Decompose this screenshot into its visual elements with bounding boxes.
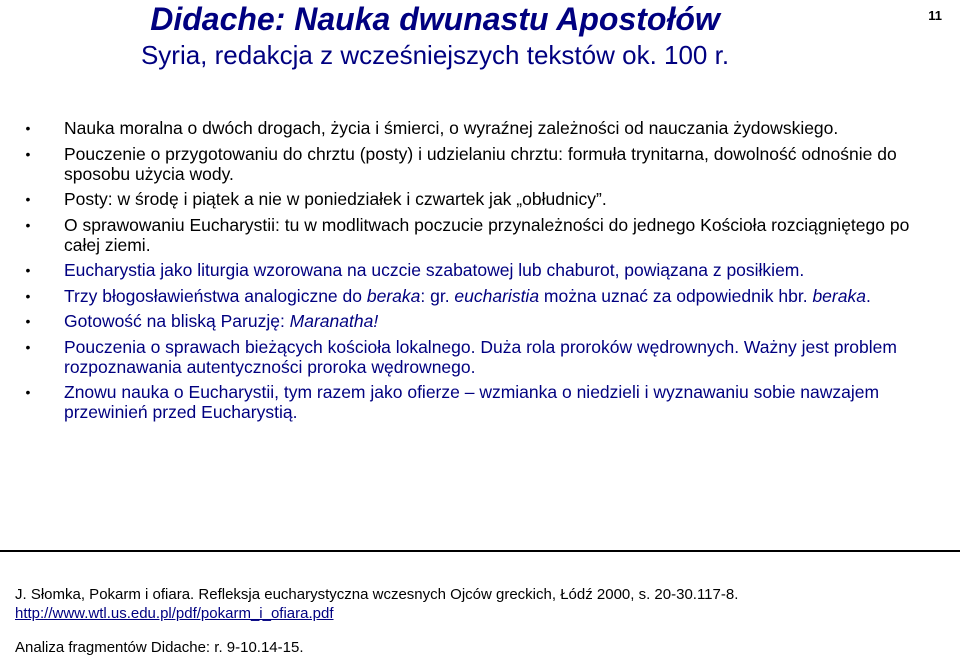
page-title <box>0 2 960 36</box>
footer-analysis: Analiza fragmentów Didache: r. 9-10.14-15. <box>15 639 304 656</box>
bullet-item <box>18 382 928 422</box>
bullet-marker: • <box>25 191 31 207</box>
bullet-text: Nauka moralna o dwóch drogach, życia i śmierci, o wyraźnej zależności od nauczania żydowskiego. <box>64 118 839 138</box>
footer-link[interactable]: http://www.wtl.us.edu.pl/pdf/pokarm_i_ofiara.pdf <box>15 605 334 622</box>
page-subtitle <box>0 40 960 70</box>
page-title-text: Didache: Nauka dwunastu Apostołów <box>150 1 720 37</box>
bullet-marker: • <box>25 120 31 136</box>
bullet-text-part: można uznać za odpowiednik hbr. <box>539 285 813 306</box>
bullet-text: O sprawowaniu Eucharystii: tu w modlitwach poczucie przynależności do jednego Kościoła rozciągniętego po całej ziemi. <box>64 214 910 255</box>
bullet-text: Eucharystia jako liturgia wzorowana na uczcie szabatowej lub chaburot, powiązana z posiłkiem. <box>64 260 805 280</box>
footer-reference: J. Słomka, Pokarm i ofiara. Refleksja eucharystyczna wczesnych Ojców greckich, Łódź 2000, s. 20-30.117-8. <box>15 586 739 603</box>
footer-references <box>0 550 960 663</box>
page-number: 11 <box>928 8 942 23</box>
bullet-text-part: . <box>865 285 871 306</box>
bullet-item <box>18 189 928 209</box>
bullet-item <box>18 215 928 255</box>
bullet-text-italic: beraka <box>812 285 866 306</box>
bullet-text-part: : gr. <box>420 285 455 306</box>
bullet-item <box>18 286 928 306</box>
bullet-marker: • <box>25 287 31 304</box>
bullet-text-italic: Maranatha! <box>289 311 379 331</box>
bullet-item <box>18 337 928 377</box>
bullet-marker: • <box>25 313 31 329</box>
bullet-text-italic: eucharistia <box>454 285 540 306</box>
bullet-text: Znowu nauka o Eucharystii, tym razem jako ofierze – wzmianka o niedzieli i wyznawaniu sobie nawzajem przewinień przed Eucharystią. <box>64 382 880 422</box>
bullet-item <box>18 260 928 280</box>
bullet-marker: • <box>25 145 31 162</box>
bullet-text: Pouczenia o sprawach bieżących kościoła lokalnego. Duża rola proroków wędrownych. Ważny jest problem rozpoznawania autentyczności proroka wędrownego. <box>64 336 897 377</box>
bullet-text-italic: beraka <box>366 285 421 306</box>
bullet-item <box>18 144 928 184</box>
bullet-text-part: Trzy błogosławieństwa analogiczne do <box>64 285 367 306</box>
page-subtitle-text: Syria, redakcja z wcześniejszych tekstów ok. 100 r. <box>140 40 730 70</box>
bullet-marker: • <box>25 262 31 278</box>
bullet-text: Posty: w środę i piątek a nie w poniedziałek i czwartek jak „obłudnicy”. <box>64 189 607 209</box>
bullet-text-part: Gotowość na bliską Paruzję: <box>64 311 290 331</box>
bullet-item <box>18 118 928 138</box>
bullet-marker: • <box>25 338 31 355</box>
bullet-list <box>18 118 928 428</box>
bullet-marker: • <box>25 384 31 400</box>
bullet-text: Pouczenie o przygotowaniu do chrztu (posty) i udzielaniu chrztu: formuła trynitarna, dowolność odnośnie do sposobu użycia wody. <box>64 143 897 184</box>
bullet-marker: • <box>25 216 31 233</box>
bullet-item <box>18 311 928 331</box>
